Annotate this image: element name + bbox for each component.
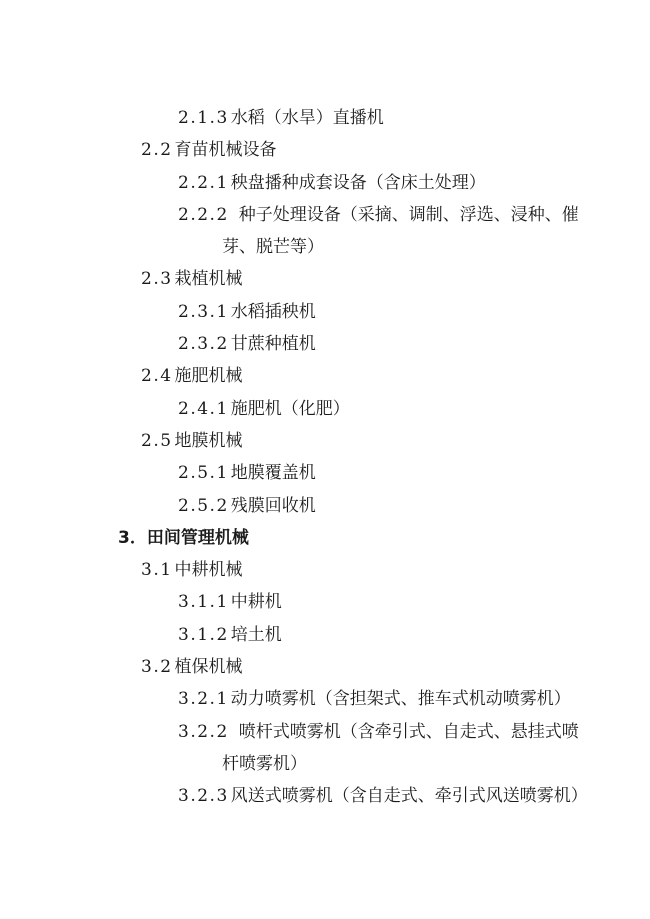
item-number: 2.3.2	[178, 334, 229, 355]
item-text: 水稻插秧机	[230, 301, 316, 322]
item-number: 2.5.2	[178, 495, 229, 516]
section-number: 3.1	[141, 560, 173, 581]
item-number: 3.2.3	[178, 786, 229, 807]
outline-item-continuation	[0, 748, 650, 780]
item-text: 中耕机	[230, 592, 282, 613]
outline-item	[0, 393, 650, 425]
heading-number: 3．	[118, 527, 147, 548]
item-text: 动力喷雾机（含担架式、推车式机动喷雾机）	[230, 689, 571, 710]
outline-item-continuation	[0, 231, 650, 263]
section-title: 栽植机械	[174, 269, 243, 290]
section-number: 3.2	[141, 657, 173, 678]
item-text: 地膜覆盖机	[230, 463, 316, 484]
outline-section	[0, 554, 650, 586]
section-title: 中耕机械	[174, 560, 243, 581]
outline-item	[0, 167, 650, 199]
item-text: 培土机	[230, 624, 282, 645]
item-number: 3.2.1	[178, 689, 229, 710]
outline-item	[0, 586, 650, 618]
outline-heading	[0, 522, 650, 554]
item-text: 残膜回收机	[230, 495, 316, 516]
item-number: 2.2.1	[178, 172, 229, 193]
item-text: 水稻（水旱）直播机	[230, 108, 384, 128]
section-number: 2.4	[141, 366, 173, 387]
item-number: 2.5.1	[178, 463, 229, 484]
outline-item	[0, 619, 650, 651]
section-title: 地膜机械	[174, 430, 243, 451]
section-number: 2.5	[141, 430, 173, 451]
section-title: 育苗机械设备	[174, 140, 277, 161]
item-text-continuation: 芽、脱芒等）	[222, 237, 324, 258]
outline-section	[0, 425, 650, 457]
item-text: 秧盘播种成套设备（含床土处理）	[230, 172, 486, 193]
outline-item	[0, 328, 650, 360]
outline-section	[0, 134, 650, 166]
outline-item	[0, 716, 650, 748]
outline-section	[0, 263, 650, 295]
item-number: 2.3.1	[178, 301, 229, 322]
item-number: 3.1.1	[178, 592, 229, 613]
outline-section	[0, 360, 650, 392]
outline-item	[0, 199, 650, 231]
outline-item	[0, 296, 650, 328]
item-text: 风送式喷雾机（含自走式、牵引式风送喷雾机）	[230, 786, 588, 807]
heading-title: 田间管理机械	[146, 527, 249, 548]
outline-item	[0, 490, 650, 522]
item-text-continuation: 杆喷雾机）	[222, 753, 307, 774]
item-text: 喷杆式喷雾机（含牵引式、自走式、悬挂式喷	[238, 721, 579, 742]
outline-item	[0, 780, 650, 812]
item-text: 种子处理设备（采摘、调制、浮选、浸种、催	[238, 204, 579, 225]
outline-section	[0, 651, 650, 683]
item-text: 甘蔗种植机	[230, 334, 316, 355]
item-number: 3.2.2	[178, 721, 229, 742]
item-number: 2.4.1	[178, 398, 229, 419]
item-number: 3.1.2	[178, 624, 229, 645]
item-number: 2.1.3	[178, 108, 229, 128]
outline-item	[0, 457, 650, 489]
section-title: 施肥机械	[174, 366, 243, 387]
item-text: 施肥机（化肥）	[230, 398, 350, 419]
outline-list	[0, 102, 650, 813]
outline-item	[0, 102, 650, 134]
section-number: 2.2	[141, 140, 173, 161]
section-title: 植保机械	[174, 657, 243, 678]
item-number: 2.2.2	[178, 204, 229, 225]
section-number: 2.3	[141, 269, 173, 290]
outline-item	[0, 683, 650, 715]
